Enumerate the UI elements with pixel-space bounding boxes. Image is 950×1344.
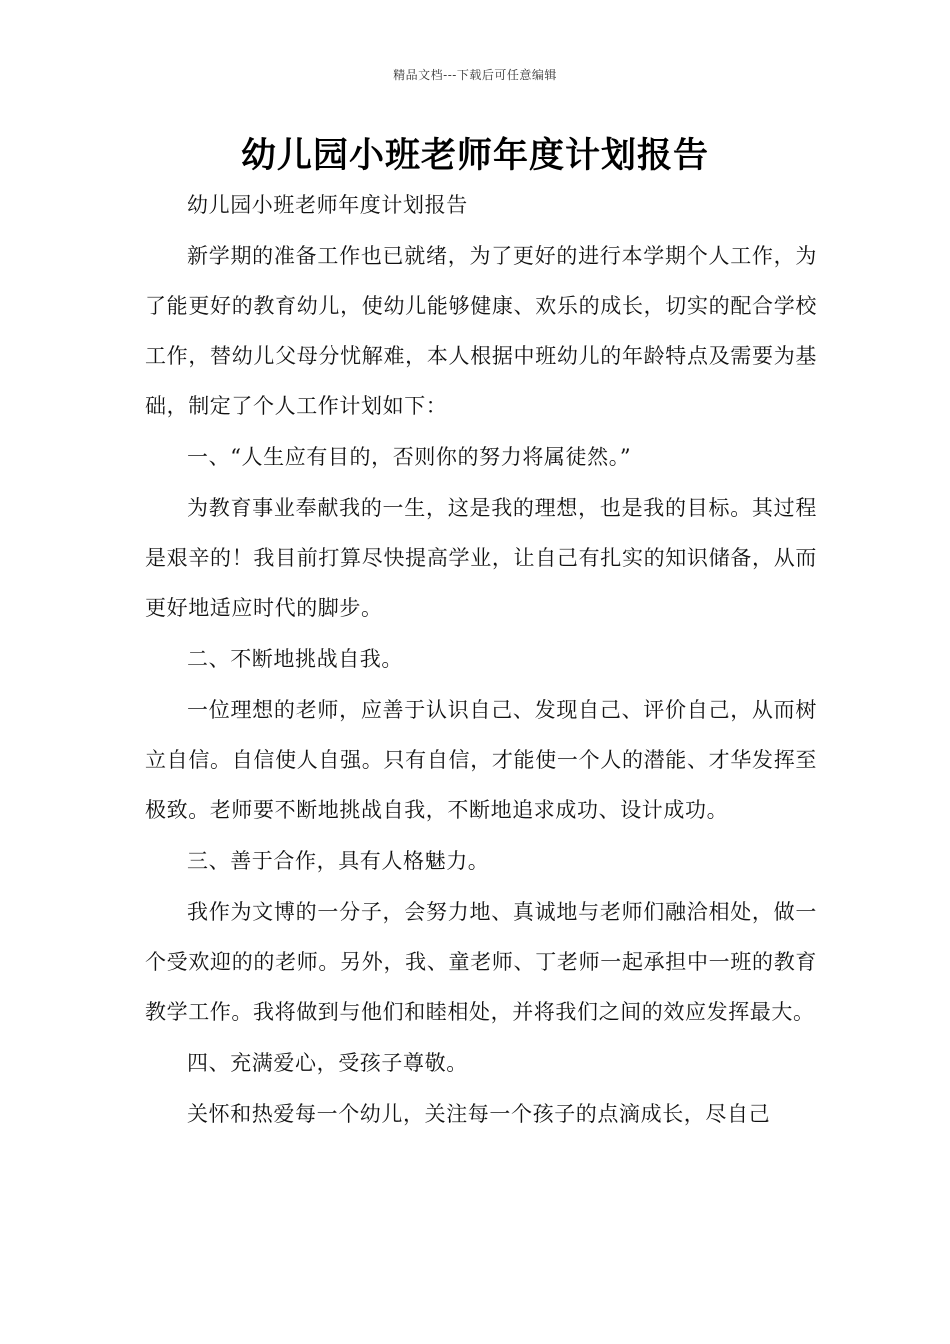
document-body [145,180,817,1140]
header-note: 精品文档---下载后可任意编辑 [393,68,557,82]
section-heading-2: 二、不断地挑战自我。 [187,647,403,671]
paragraph-section-1: 为教育事业奉献我的一生，这是我的理想，也是我的目标。其过程是艰辛的！我目前打算尽快提高学业，让自己有扎实的知识储备，从而更好地适应时代的脚步。 [145,496,817,620]
paragraph-section-3: 我作为文博的一分子，会努力地、真诚地与老师们融洽相处，做一个受欢迎的的老师。另外，我、童老师、丁老师一起承担中一班的教育教学工作。我将做到与他们和睦相处，并将我们之间的效应发挥最大。 [145,900,817,1024]
paragraph-section-4: 关怀和热爱每一个幼儿，关注每一个孩子的点滴成长，尽自己 [187,1102,771,1126]
paragraph-subtitle: 幼儿园小班老师年度计划报告 [187,193,468,217]
section-heading-4: 四、充满爱心，受孩子尊敬。 [187,1051,468,1075]
paragraph-section-2: 一位理想的老师，应善于认识自己、发现自己、评价自己，从而树立自信。自信使人自强。只有自信，才能使一个人的潜能、才华发挥至极致。老师要不断地挑战自我，不断地追求成功、设计成功。 [145,698,817,822]
paragraph-intro: 新学期的准备工作也已就绪，为了更好的进行本学期个人工作，为了能更好的教育幼儿，使幼儿能够健康、欢乐的成长，切实的配合学校工作，替幼儿父母分忧解难，本人根据中班幼儿的年龄特点及需要为基础，制定了个人工作计划如下： [145,244,817,418]
section-heading-1: 一、“人生应有目的，否则你的努力将属徒然。” [187,445,632,469]
section-heading-3: 三、善于合作，具有人格魅力。 [187,849,490,873]
document-title: 幼儿园小班老师年度计划报告 [240,135,709,176]
